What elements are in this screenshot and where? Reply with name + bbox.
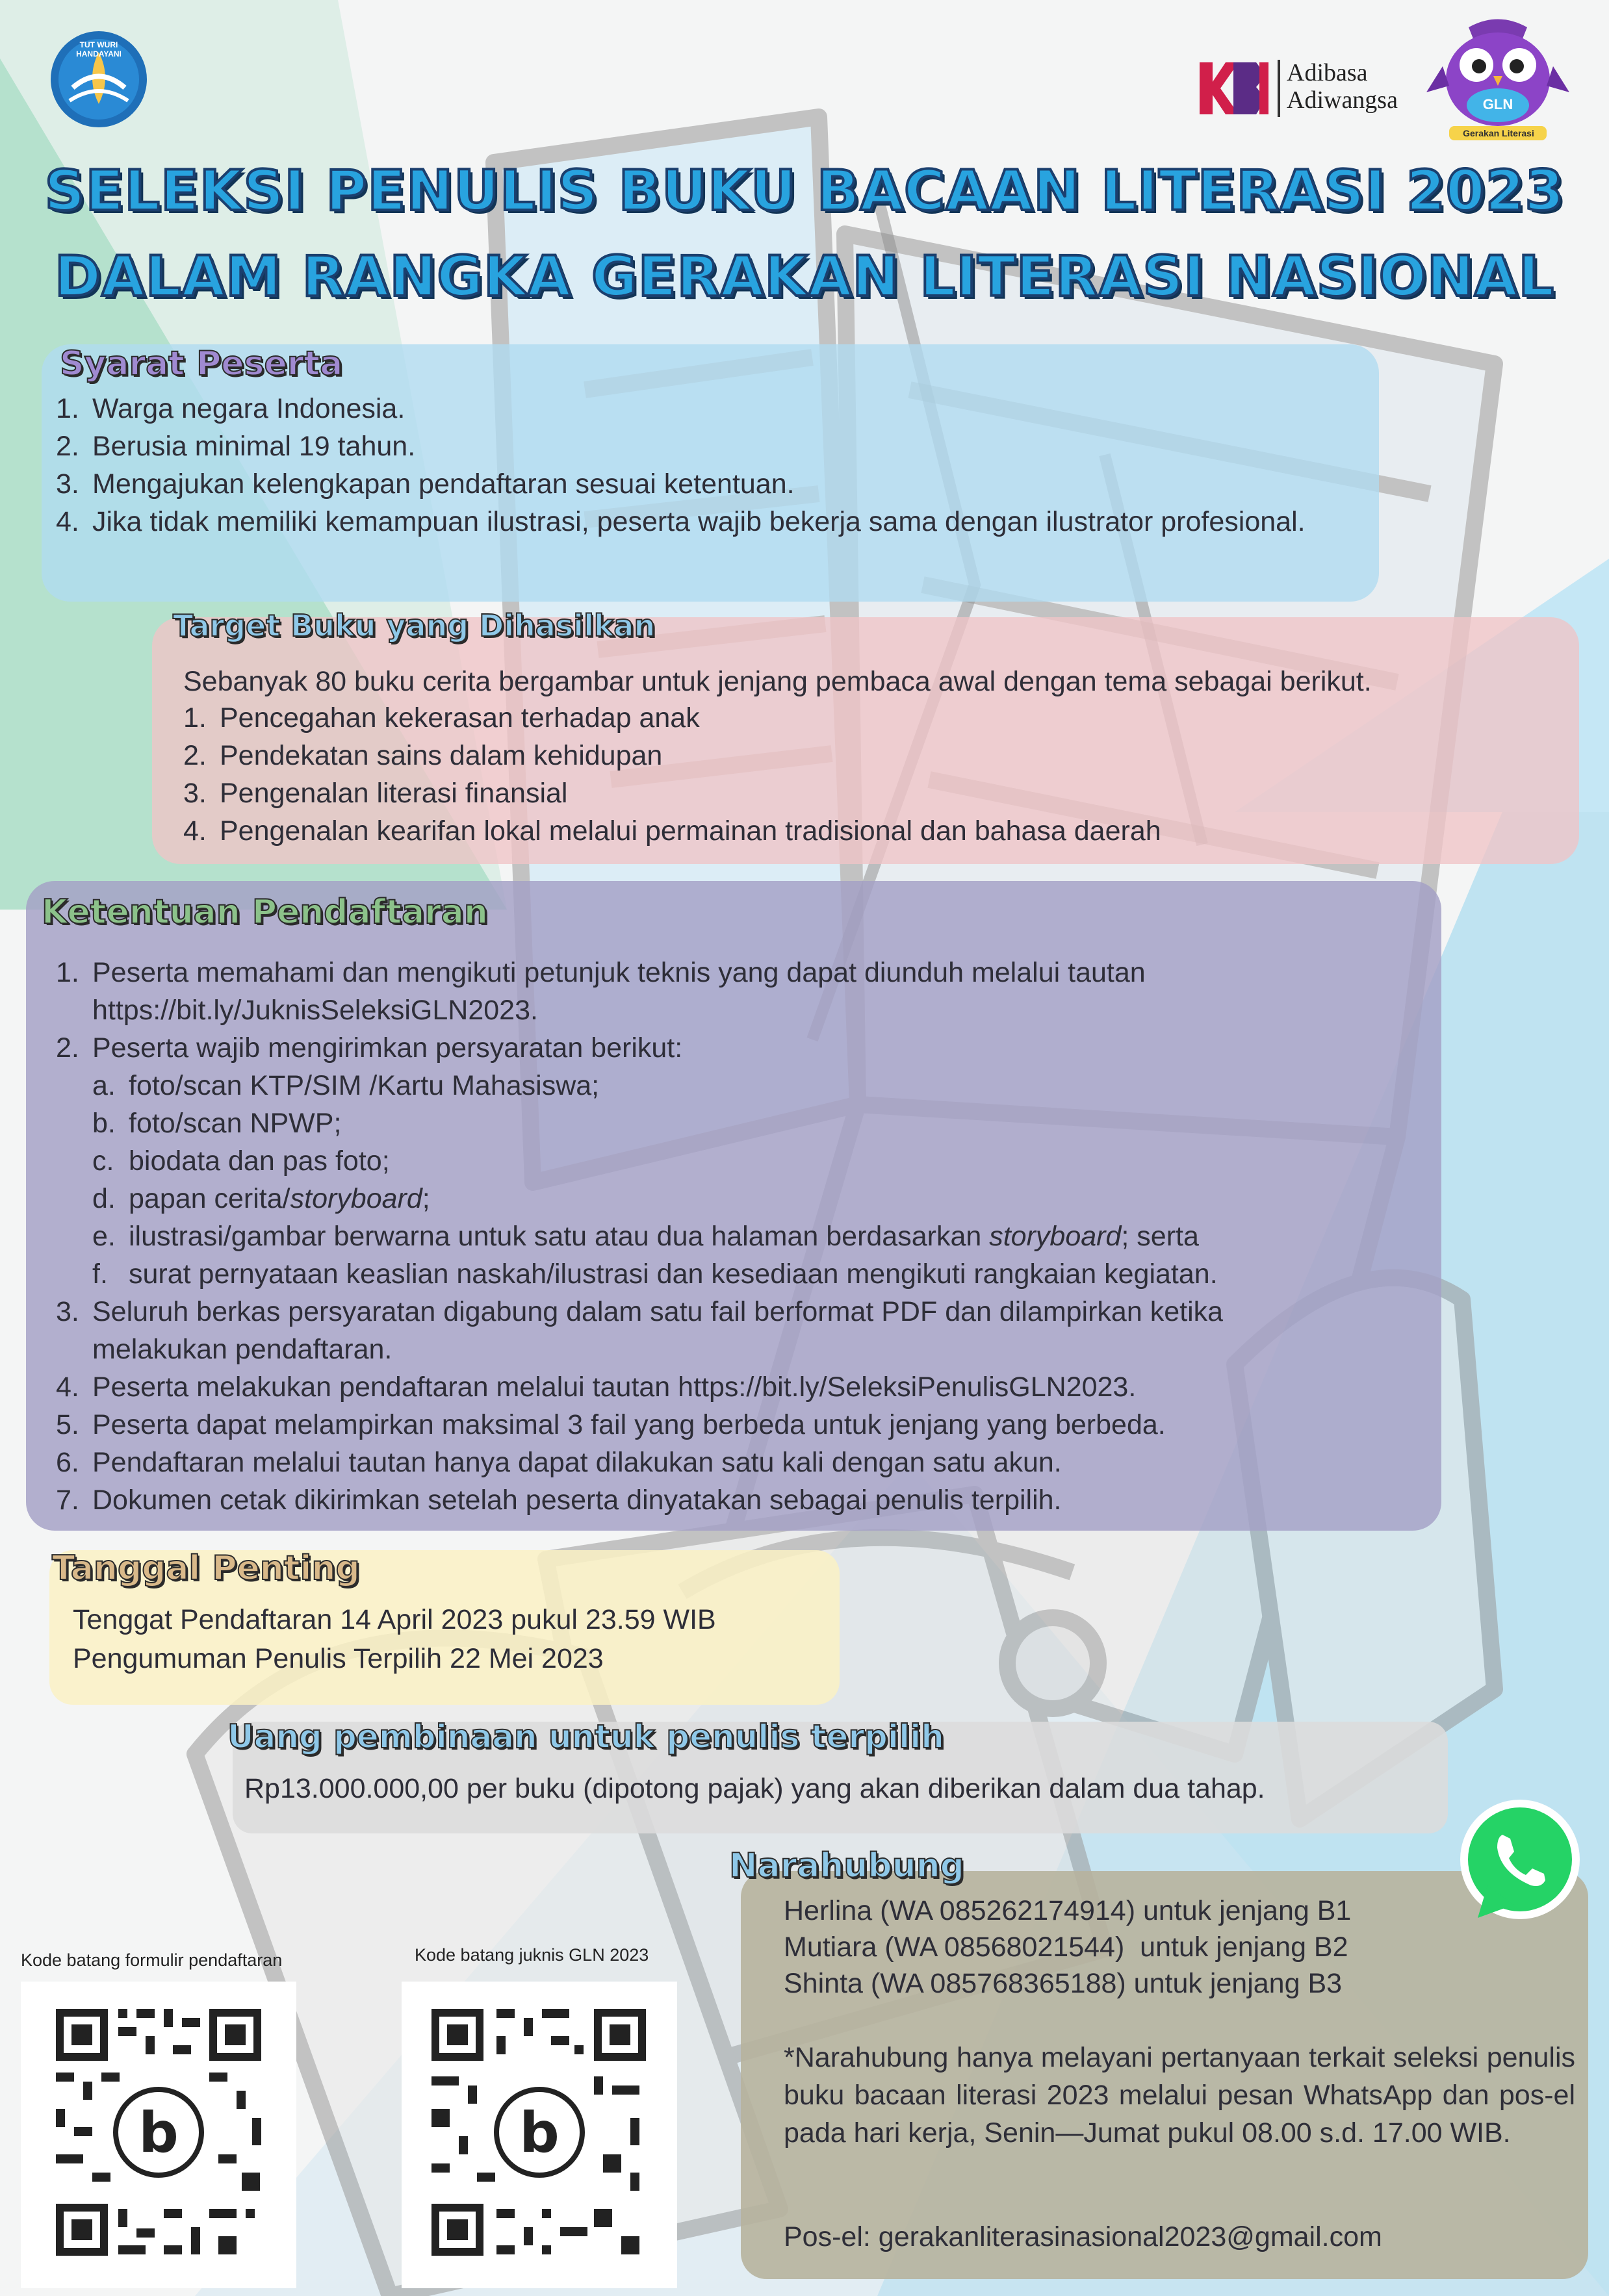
tanggal-heading: Tanggal Penting	[52, 1549, 360, 1588]
list-item: 4. Pengenalan kearifan lokal melalui permainan tradisional dan bahasa daerah	[183, 815, 1161, 847]
ketentuan-list	[56, 954, 1427, 1519]
whatsapp-icon	[1452, 1794, 1588, 1931]
adibasa-text: Adibasa	[1287, 59, 1368, 86]
narahubung-contact-1: Herlina (WA 085262174914) untuk jenjang B1	[784, 1895, 1352, 1926]
sub-list-item: a. foto/scan KTP/SIM /Kartu Mahasiswa;	[92, 1070, 600, 1101]
qr-pattern-icon	[402, 1982, 677, 2288]
target-heading: Target Buku yang Dihasilkan	[173, 608, 656, 643]
qr-code-juknis[interactable]	[402, 1982, 677, 2288]
syarat-heading: Syarat Peserta	[60, 344, 343, 383]
list-item: 3. Mengajukan kelengkapan pendaftaran sesuai ketentuan.	[56, 468, 795, 500]
narahubung-contact-3: Shinta (WA 085768365188) untuk jenjang B3	[784, 1968, 1343, 1999]
list-item: 2. Peserta wajib mengirimkan persyaratan berikut: a. foto/scan KTP/SIM /Kartu Mahasiswa; b. foto/scan NPWP; c. biodata dan pas foto; d. papan cerita/storyboard; e. ilustrasi/gambar berwarna untuk satu atau dua halaman berdasarkan storyboard; serta f. surat pernyataan keaslian naskah/ilustrasi dan kesediaan mengikuti rangkaian kegiatan.	[56, 1029, 1427, 1293]
kemdikbud-logo	[40, 26, 157, 130]
list-item: 4. Peserta melakukan pendaftaran melalui tautan https://bit.ly/SeleksiPenulisGLN2023.	[56, 1371, 1137, 1403]
target-intro: Sebanyak 80 buku cerita bergambar untuk jenjang pembaca awal dengan tema sebagai berikut.	[183, 666, 1372, 697]
target-list	[183, 699, 1548, 850]
title-line-1: SELEKSI PENULIS BUKU BACAAN LITERASI 2023	[44, 159, 1565, 223]
list-item: 3. Seluruh berkas persyaratan digabung dalam satu fail berformat PDF dan dilampirkan ketika melakukan pendaftaran.	[56, 1296, 1224, 1365]
sub-list-item: e. ilustrasi/gambar berwarna untuk satu atau dua halaman berdasarkan storyboard; serta	[92, 1221, 1199, 1252]
owl-mascot-icon	[1423, 14, 1573, 144]
list-item: 1. Peserta memahami dan mengikuti petunjuk teknis yang dapat diunduh melalui tautan https://bit.ly/JuknisSeleksiGLN2023.	[56, 957, 1146, 1026]
list-item: 5. Peserta dapat melampirkan maksimal 3 fail yang berbeda untuk jenjang yang berbeda.	[56, 1409, 1166, 1440]
list-item: 1. Pencegahan kekerasan terhadap anak	[183, 702, 700, 733]
qr-caption-left: Kode batang formulir pendaftaran	[21, 1950, 283, 1970]
qr-center-glyph: b	[138, 2100, 179, 2165]
ketentuan-heading: Ketentuan Pendaftaran	[42, 893, 488, 932]
uang-heading: Uang pembinaan untuk penulis terpilih	[227, 1718, 944, 1755]
list-item: 1. Warga negara Indonesia.	[56, 393, 405, 424]
list-item: 7. Dokumen cetak dikirimkan setelah peserta dinyatakan sebagai penulis terpilih.	[56, 1485, 1062, 1516]
mascot-caption: Gerakan Literasi	[1463, 128, 1534, 138]
sub-list-item: c. biodata dan pas foto;	[92, 1145, 390, 1177]
list-item: 2. Berusia minimal 19 tahun.	[56, 431, 416, 462]
list-item: 6. Pendaftaran melalui tautan hanya dapat dilakukan satu kali dengan satu akun.	[56, 1447, 1062, 1478]
title-line-2: DALAM RANGKA GERAKAN LITERASI NASIONAL	[54, 244, 1555, 309]
tanggal-line-2: Pengumuman Penulis Terpilih 22 Mei 2023	[73, 1643, 604, 1674]
sub-list-item: b. foto/scan NPWP;	[92, 1108, 342, 1139]
sub-list-item: f. surat pernyataan keaslian naskah/ilustrasi dan kesediaan mengikuti rangkaian kegiatan.	[92, 1258, 1218, 1290]
narahubung-email: Pos-el: gerakanliterasinasional2023@gmail.com	[784, 2221, 1382, 2252]
sub-list-item: d. papan cerita/storyboard;	[92, 1183, 430, 1214]
uang-text: Rp13.000.000,00 per buku (dipotong pajak) yang akan diberikan dalam dua tahap.	[244, 1773, 1265, 1804]
adibasa-logo	[1194, 56, 1415, 121]
gln-mascot-logo	[1423, 14, 1573, 144]
adiwangsa-text: Adiwangsa	[1287, 86, 1398, 114]
mascot-gln-text: GLN	[1482, 96, 1513, 112]
list-item: 2. Pendekatan sains dalam kehidupan	[183, 740, 663, 771]
emblem-text: TUT WURI HANDAYANI	[76, 40, 122, 58]
tanggal-line-1: Tenggat Pendaftaran 14 April 2023 pukul 23.59 WIB	[73, 1604, 716, 1635]
list-item: 3. Pengenalan literasi finansial	[183, 778, 568, 809]
kbi-logo-icon	[1194, 56, 1272, 121]
syarat-list	[56, 390, 1356, 541]
narahubung-contact-2: Mutiara (WA 08568021544) untuk jenjang B2	[784, 1932, 1348, 1963]
narahubung-heading: Narahubung	[729, 1846, 964, 1885]
qr-pattern-icon	[21, 1982, 296, 2288]
qr-code-registration[interactable]	[21, 1982, 296, 2288]
narahubung-note: *Narahubung hanya melayani pertanyaan terkait seleksi penulis buku bacaan literasi 2023 melalui pesan WhatsApp dan pos-el pada hari kerja, Senin—Jumat pukul 08.00 s.d. 17.00 WIB.	[784, 2042, 1575, 2149]
qr-center-glyph: b	[519, 2100, 560, 2165]
list-item: 4. Jika tidak memiliki kemampuan ilustrasi, peserta wajib bekerja sama dengan ilustrator profesional.	[56, 506, 1306, 537]
qr-caption-right: Kode batang juknis GLN 2023	[415, 1945, 649, 1965]
